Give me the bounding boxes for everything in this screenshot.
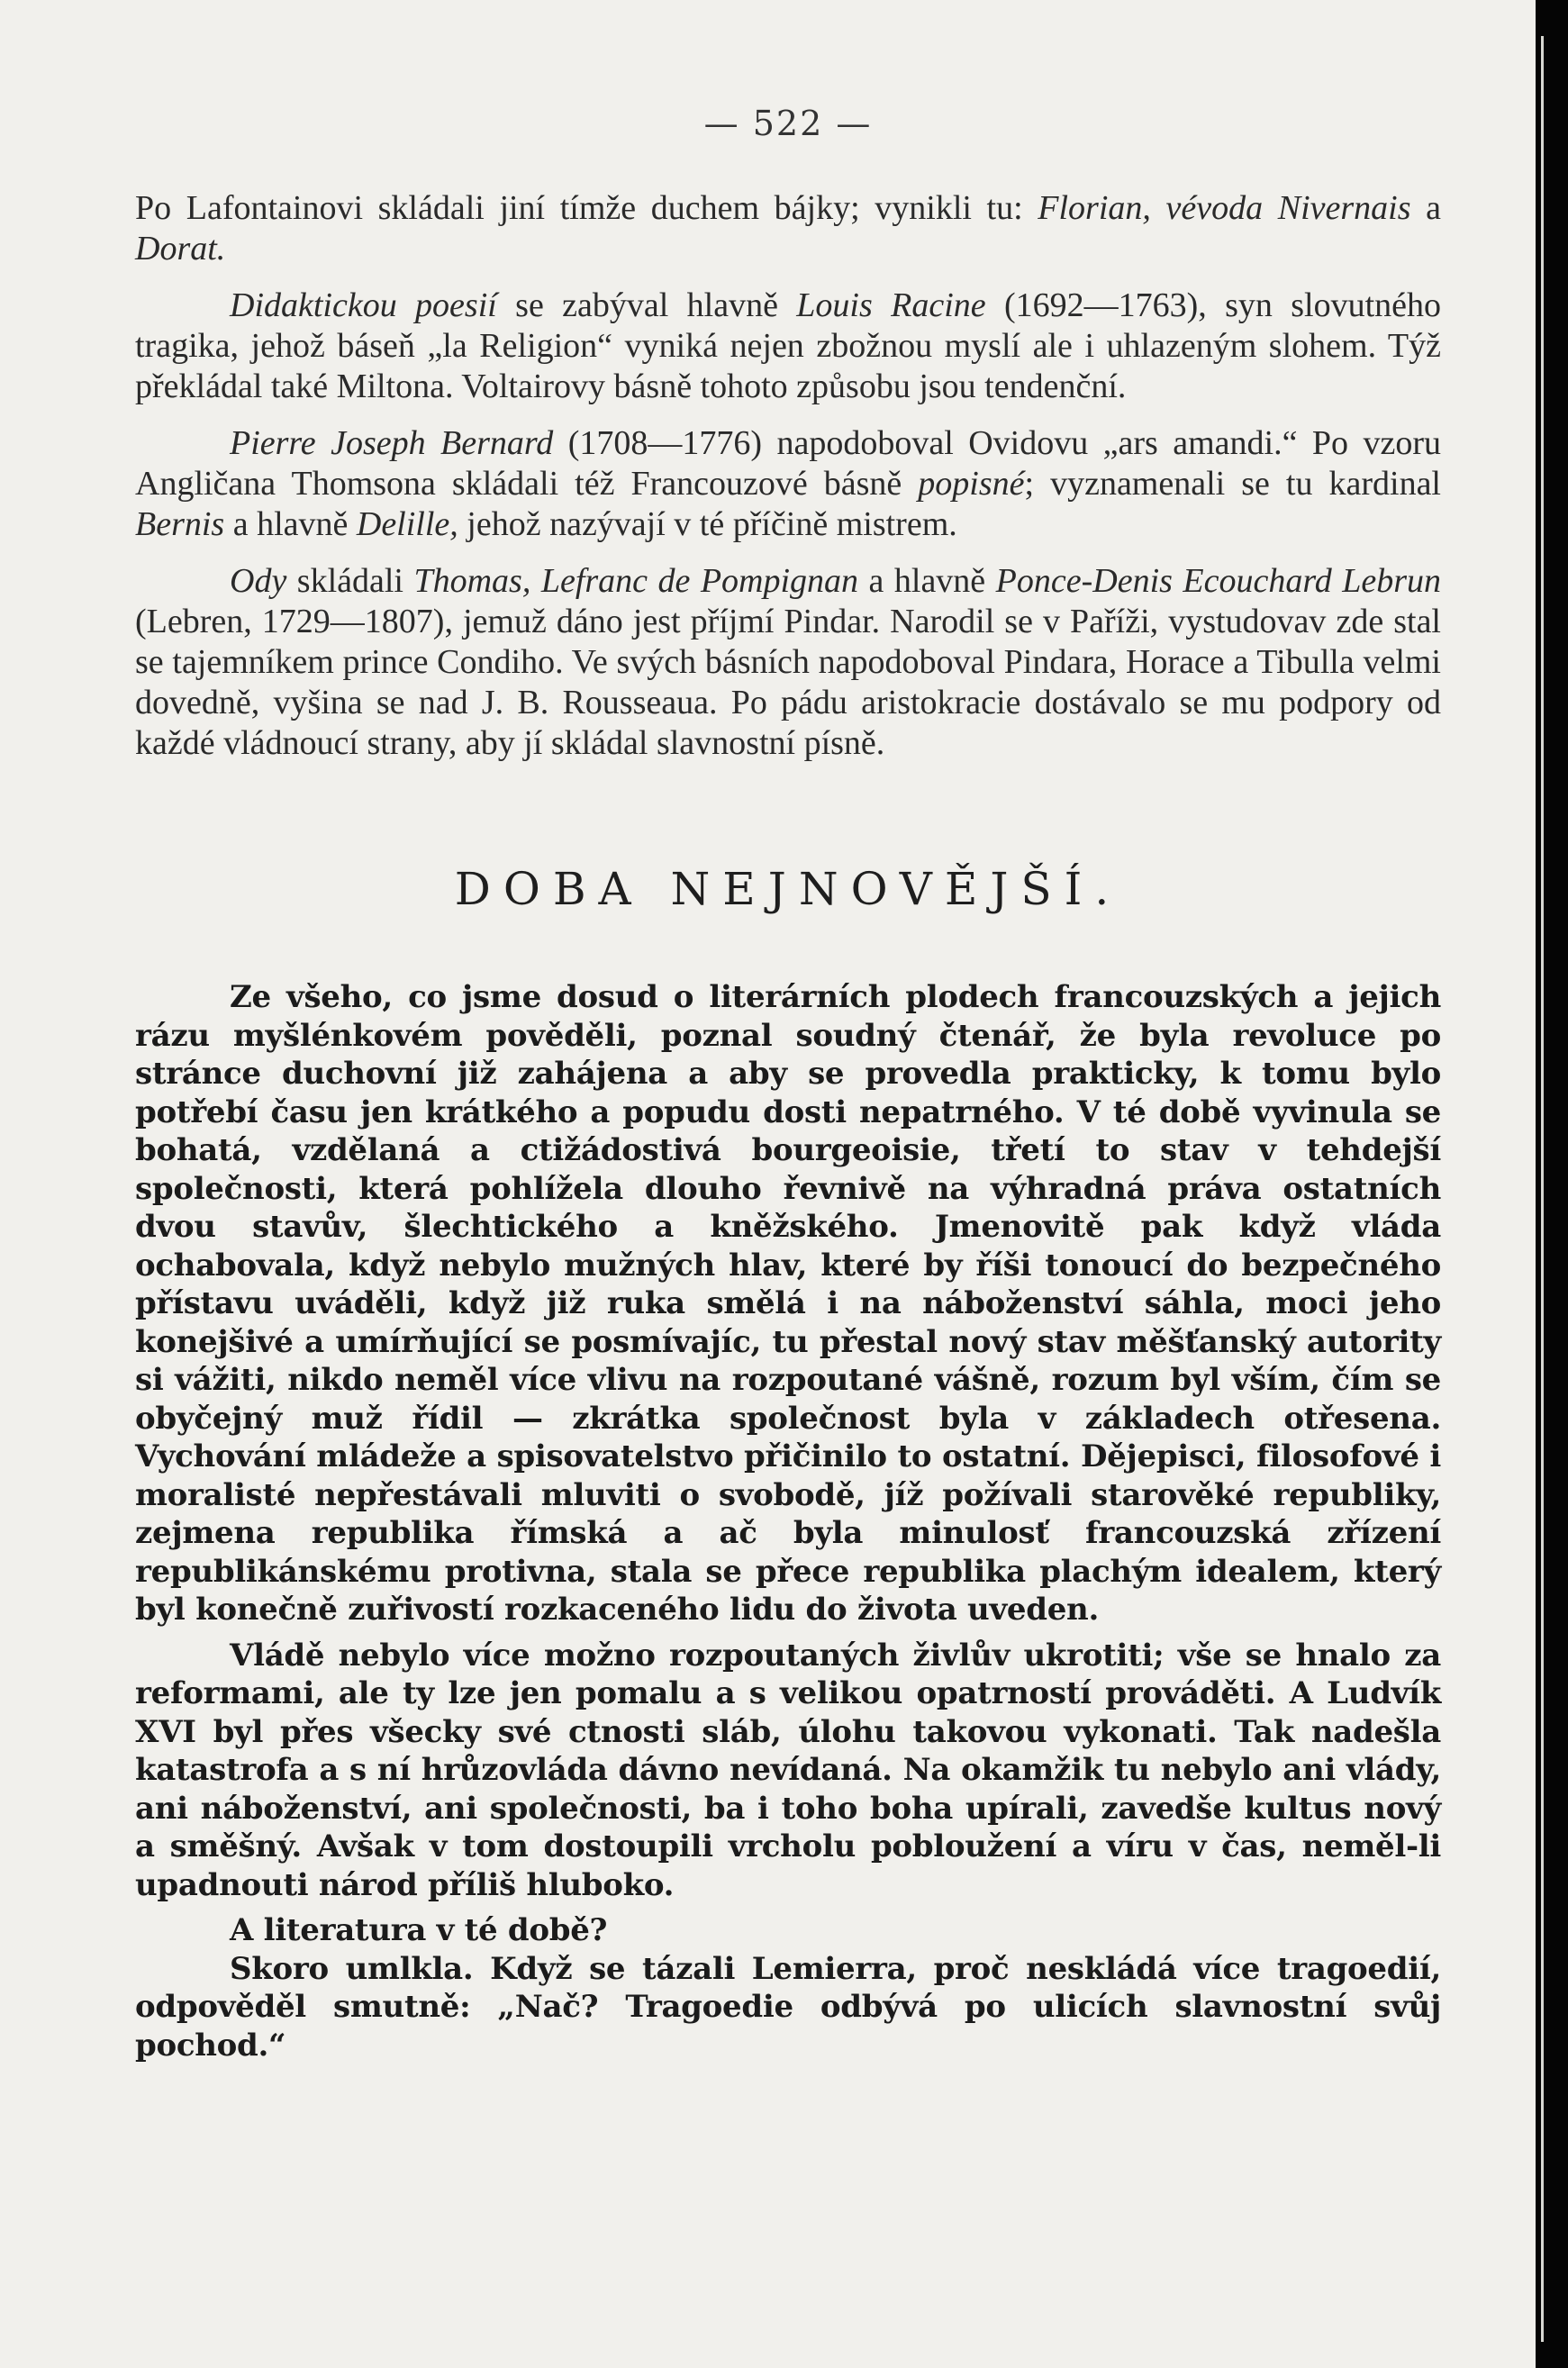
- text-run: (Lebren, 1729—1807), jemuž dáno jest příjmí Pindar. Narodil se v Paříži, vystudovav zde stal se tajemníkem prince Condiho. Ve svých básních napodoboval Pindara, Horace a Tibulla velmi dovedně, vyšina se nad J. B. Rousseaua. Po pádu aristokracie dostávalo se mu podpory od každé vládnoucí strany, aby jí skládal slavnostní písně.: [135, 603, 1441, 762]
- text-run: jehož nazývají v té příčině mistrem.: [458, 505, 957, 543]
- body-paragraph: Vládě nebylo více možno rozpoutaných živlův ukrotiti; vše se hnalo za reformami, ale ty lze jen pomalu a s velikou opatrností prováděti. A Ludvík XVI byl přes všecky své ctnosti sláb, úlohu takovou vykonati. Tak nadešla katastrofa a s ní hrůzovláda dávno nevídaná. Na okamžik tu nebylo ani vlády, ani náboženství, ani společnosti, ba i toho boha upírali, zavedše kultus nový a směšný. Avšak v tom dostoupili vrcholu pobloužení a víru v čas, neměl-li upadnouti národ příliš hluboko.: [135, 1637, 1441, 1903]
- italic-name: Louis Racine: [796, 286, 986, 324]
- italic-name: Didaktickou poesií: [230, 286, 497, 324]
- italic-name: Bernis: [135, 505, 225, 543]
- text-run: (1692—1763), syn slovutného tragika, jehož báseň „la Religion“ vyniká nejen zbožnou myslí ale i uhlazeným slohem. Týž překládal také Miltona. Voltairovy básně tohoto způsobu jsou tendenční.: [135, 286, 1442, 405]
- text-run: skládali: [286, 562, 414, 600]
- text-run: a hlavně: [224, 505, 357, 543]
- text-run: a: [1410, 189, 1441, 227]
- intro-paragraph: [135, 286, 1441, 407]
- italic-name: Ody: [230, 562, 287, 600]
- page-number: — 522 —: [703, 104, 873, 143]
- main-section: [135, 978, 1441, 2064]
- italic-name: popisné: [918, 465, 1025, 503]
- text-run: a hlavně: [858, 562, 996, 600]
- text-run: Po Lafontainovi skládali jiní tímže duchem bájky; vynikli tu:: [135, 189, 1038, 227]
- intro-paragraph: [135, 188, 1441, 269]
- body-paragraph: A literatura v té době?: [230, 1912, 608, 1948]
- italic-name: Thomas, Lefranc de Pompignan: [413, 562, 859, 600]
- body-paragraph: Ze všeho, co jsme dosud o literárních plodech francouzských a jejich rázu myšlénkovém pověděli, poznal soudný čtenář, že byla revoluce po stránce duchovní již zahájena a aby se provedla prakticky, k tomu bylo potřebí času jen krátkého a popudu dosti nepatrného. V té době vyvinula se bohatá, vzdělaná a ctižádostivá bourgeoisie, třetí to stav v tehdejší společnosti, která pohlížela dlouho řevnivě na výhradná práva ostatních dvou stavův, šlechtického a kněžského. Jmenovitě pak když vláda ochabovala, když nebylo mužných hlav, které by říši tonoucí do bezpečného přístavu uváděli, když již ruka smělá i na náboženství sáhla, moci jeho konejšivé a umírňující se posmívajíc, tu přestal nový stav měšťanský autority si vážiti, nikdo neměl více vlivu na rozpoutané vášně, rozum byl vším, čím se obyčejný muž řídil — zkrátka společnost byla v základech otřesena. Vychování mládeže a spisovatelstvo přičinilo to ostatní. Dějepisci, filosofové i moralisté nepřestávali mluviti o svobodě, jíž požívali starověké republiky, zejmena republika římská a ač byla minulosť francouzská zřízení republikánskému protivna, stala se přece republika plachým idealem, který byl konečně zuřivostí rozkaceného lidu do života uveden.: [135, 979, 1441, 1628]
- italic-name: Florian, vévoda Nivernais: [1038, 189, 1411, 227]
- italic-name: Delille,: [356, 505, 458, 543]
- italic-name: Pierre Joseph Bernard: [230, 424, 554, 462]
- intro-section: [135, 188, 1441, 764]
- scan-edge-line: [1541, 36, 1544, 2342]
- text-run: (1708—1776) napodoboval Ovidovu „ars amandi.“ Po vzoru Angličana Thomsona skládali též Francouzové básně: [135, 424, 1441, 503]
- text-run: ; vyznamenali se tu kardinal: [1024, 465, 1441, 503]
- text-run: se zabýval hlavně: [496, 286, 797, 324]
- page-content: [135, 104, 1441, 2064]
- body-paragraph: Skoro umlkla. Když se tázali Lemierra, proč neskládá více tragoedií, odpověděl smutně: „Nač? Tragoedie odbývá po ulicích slavnostní svůj pochod.“: [135, 1950, 1441, 2064]
- italic-name: Ponce-Denis Ecouchard Lebrun: [995, 562, 1441, 600]
- intro-paragraph: [135, 561, 1441, 764]
- intro-paragraph: [135, 423, 1441, 545]
- section-heading: DOBA NEJNOVĚJŠÍ.: [454, 863, 1122, 915]
- italic-name: Dorat.: [135, 230, 226, 268]
